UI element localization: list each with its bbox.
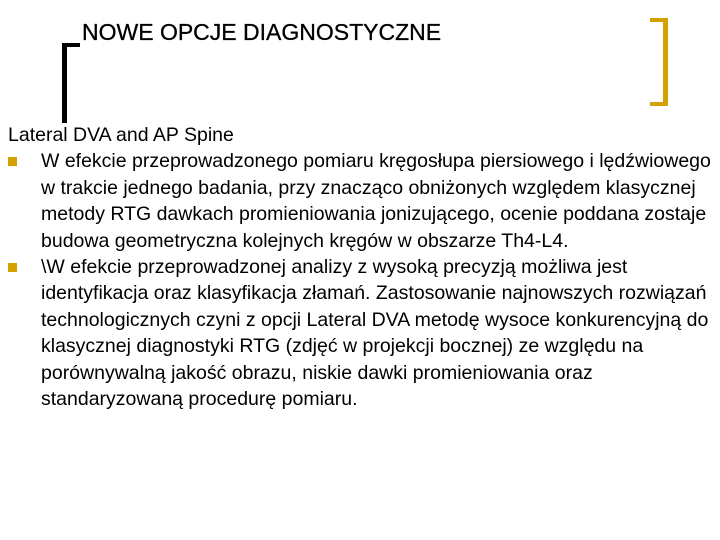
- slide-content: [8, 122, 713, 412]
- bullet-text: W efekcie przeprowadzonego pomiaru kręgosłupa piersiowego i lędźwiowego w trakcie jednego badania, przy znacząco obniżonych względem klasycznej metody RTG dawkach promieniowania jonizującego, ocenie poddana zostaje budowa geometryczna kolejnych kręgów w obszarze Th4-L4.: [41, 150, 711, 252]
- list-item: [8, 254, 713, 412]
- bullet-text: \W efekcie przeprowadzonej analizy z wysoką precyzją możliwa jest identyfikacja oraz klasyfikacja złamań. Zastosowanie najnowszych rozwiązań technologicznych czyni z opcji Lateral DVA metodę wysoce konkurencyjną do klasycznej diagnostyki RTG (zdjęć w projekcji bocznej) ze względu na porównywalną jakość obrazu, niskie dawki promieniowania oraz standaryzowaną procedurę pomiaru.: [41, 256, 709, 411]
- bullet-list: [8, 148, 713, 412]
- right-bracket-decoration: [650, 18, 668, 106]
- square-bullet-icon: [8, 263, 17, 272]
- list-item: [8, 148, 713, 254]
- square-bullet-icon: [8, 157, 17, 166]
- left-bracket-decoration: [62, 43, 80, 123]
- section-heading: Lateral DVA and AP Spine: [8, 124, 234, 146]
- slide-title: NOWE OPCJE DIAGNOSTYCZNE: [82, 19, 442, 45]
